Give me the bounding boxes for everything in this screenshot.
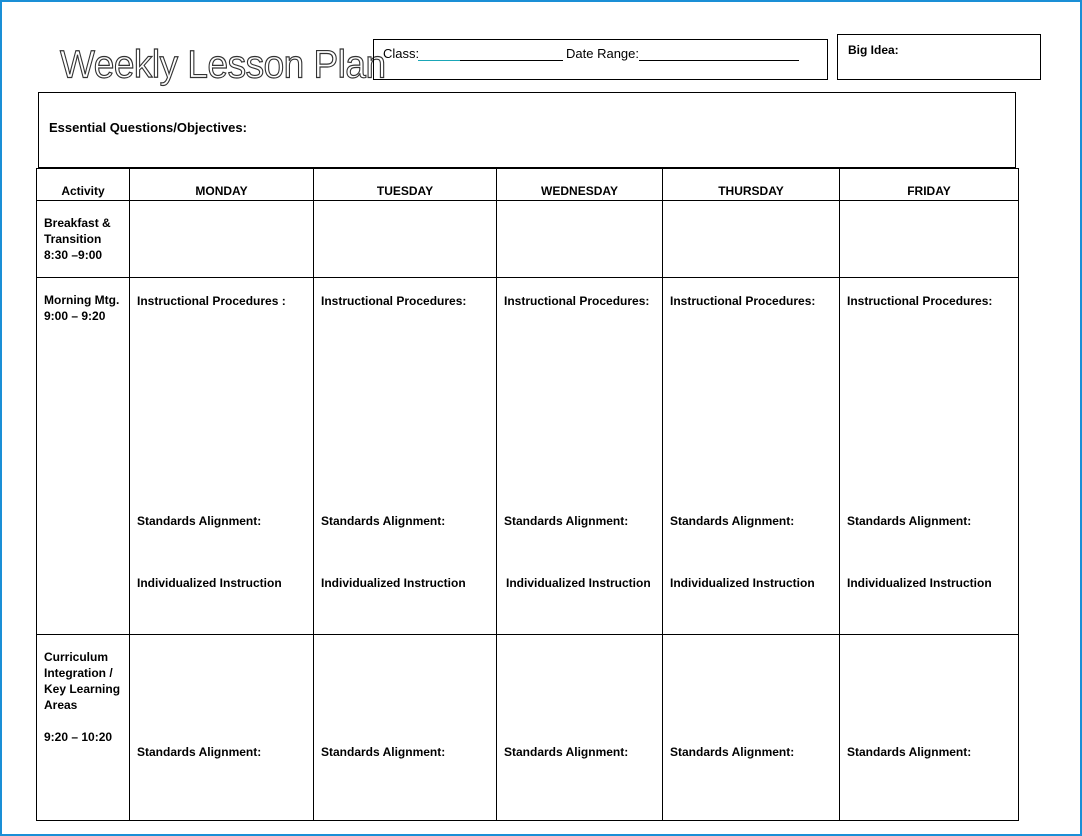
cell-morning-wednesday[interactable] xyxy=(497,278,663,635)
cell-morning-monday[interactable] xyxy=(130,278,314,635)
instructional-procedures-label: Instructional Procedures: xyxy=(670,294,816,308)
objectives-box[interactable] xyxy=(38,92,1016,169)
cell-breakfast-wednesday[interactable] xyxy=(497,201,663,278)
activity-line: Transition xyxy=(44,232,102,246)
activity-line: Breakfast & xyxy=(44,216,111,230)
day-header-thursday: THURSDAY xyxy=(663,169,840,201)
standards-alignment-label: Standards Alignment: xyxy=(504,745,629,759)
lesson-plan-table xyxy=(36,168,1019,821)
day-header-wednesday: WEDNESDAY xyxy=(497,169,663,201)
activity-time: 9:00 – 9:20 xyxy=(44,309,106,323)
cell-curriculum-monday[interactable] xyxy=(130,635,314,821)
day-header-monday: MONDAY xyxy=(130,169,314,201)
activity-line: Curriculum xyxy=(44,650,109,664)
activity-curriculum xyxy=(37,635,130,821)
individualized-instruction-label: Individualized Instruction xyxy=(137,576,282,590)
standards-alignment-label: Standards Alignment: xyxy=(847,514,972,528)
standards-alignment-label: Standards Alignment: xyxy=(137,745,262,759)
activity-time: 9:20 – 10:20 xyxy=(44,730,113,744)
activity-line: Integration / xyxy=(44,666,113,680)
big-idea-box[interactable] xyxy=(837,34,1041,80)
cell-morning-friday[interactable] xyxy=(840,278,1019,635)
date-range-field[interactable] xyxy=(639,60,799,61)
class-date-box xyxy=(373,39,828,80)
instructional-procedures-label: Instructional Procedures: xyxy=(847,294,993,308)
activity-line: Key Learning xyxy=(44,682,121,696)
activity-header: Activity xyxy=(37,169,130,201)
day-header-friday: FRIDAY xyxy=(840,169,1019,201)
objectives-label: Essential Questions/Objectives: xyxy=(49,120,247,135)
cell-curriculum-friday[interactable] xyxy=(840,635,1019,821)
table-header-row xyxy=(37,169,1019,201)
cell-breakfast-thursday[interactable] xyxy=(663,201,840,278)
individualized-instruction-label: Individualized Instruction xyxy=(321,576,466,590)
cell-curriculum-tuesday[interactable] xyxy=(314,635,497,821)
cell-morning-thursday[interactable] xyxy=(663,278,840,635)
table-row-curriculum xyxy=(37,635,1019,821)
cell-breakfast-tuesday[interactable] xyxy=(314,201,497,278)
standards-alignment-label: Standards Alignment: xyxy=(137,514,262,528)
standards-alignment-label: Standards Alignment: xyxy=(847,745,972,759)
individualized-instruction-label: Individualized Instruction xyxy=(506,576,651,590)
page-title: Weekly Lesson Plan xyxy=(60,42,386,87)
table-row-breakfast xyxy=(37,201,1019,278)
instructional-procedures-label: Instructional Procedures: xyxy=(504,294,650,308)
date-range-label: Date Range: xyxy=(566,46,639,61)
cell-morning-tuesday[interactable] xyxy=(314,278,497,635)
standards-alignment-label: Standards Alignment: xyxy=(321,745,446,759)
class-field[interactable] xyxy=(418,60,563,61)
cell-curriculum-wednesday[interactable] xyxy=(497,635,663,821)
activity-breakfast xyxy=(37,201,130,278)
activity-line: Morning Mtg. xyxy=(44,293,120,307)
instructional-procedures-label: Instructional Procedures : xyxy=(137,294,286,308)
day-header-tuesday: TUESDAY xyxy=(314,169,497,201)
big-idea-label: Big Idea: xyxy=(848,43,899,57)
cell-curriculum-thursday[interactable] xyxy=(663,635,840,821)
standards-alignment-label: Standards Alignment: xyxy=(321,514,446,528)
cell-breakfast-monday[interactable] xyxy=(130,201,314,278)
activity-time: 8:30 –9:00 xyxy=(44,248,103,262)
table-row-morning xyxy=(37,278,1019,635)
individualized-instruction-label: Individualized Instruction xyxy=(847,576,992,590)
cell-breakfast-friday[interactable] xyxy=(840,201,1019,278)
activity-line: Areas xyxy=(44,698,78,712)
individualized-instruction-label: Individualized Instruction xyxy=(670,576,815,590)
activity-morning xyxy=(37,278,130,635)
standards-alignment-label: Standards Alignment: xyxy=(670,514,795,528)
standards-alignment-label: Standards Alignment: xyxy=(504,514,629,528)
class-label: Class: xyxy=(383,46,420,61)
instructional-procedures-label: Instructional Procedures: xyxy=(321,294,467,308)
standards-alignment-label: Standards Alignment: xyxy=(670,745,795,759)
